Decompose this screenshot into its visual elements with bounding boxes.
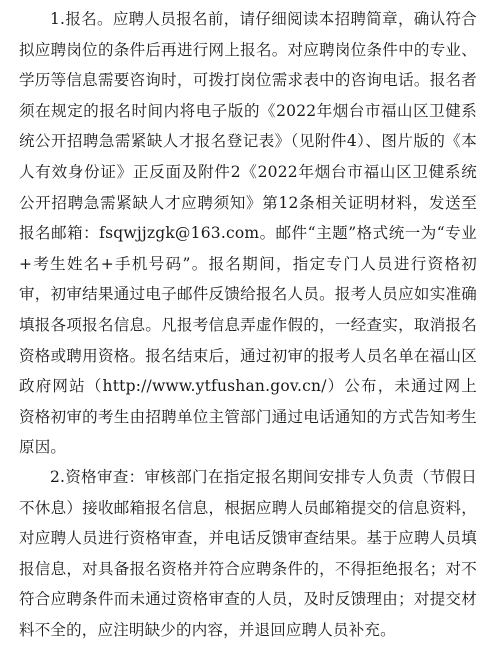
paragraph-qualification-review: 2.资格审查：审核部门在指定报名期间安排专人负责（节假日不休息）接收邮箱报名信息，根据应聘人员邮箱提交的信息资料，对应聘人员进行资格审查，并电话反馈审查结果。基于应聘人员填报信息，对具备报名资格并符合应聘条件的，不得拒绝报名；对不符合应聘条件而未通过资格审查的人员，及时反馈理由；对提交材料不全的，应注明缺少的内容，并退回应聘人员补充。 — [19, 468, 477, 639]
paragraph-registration: 1.报名。应聘人员报名前，请仔细阅读本招聘简章，确认符合拟应聘岗位的条件后再进行网上报名。对应聘岗位条件中的专业、学历等信息需要咨询时，可拨打岗位需求表中的咨询电话。报名者须在规定的报名时间内将电子版的《2022年烟台市福山区卫健系统公开招聘急需紧缺人才报名登记表》（见附件4）、图片版的《本人有效身份证》正反面及附件2《2022年烟台市福山区卫健系统公开招聘急需紧缺人才应聘须知》第12条相关证明材料，发送至报名邮箱：fsqwjjzgk@163.com。邮件“主题”格式统一为“专业+考生姓名+手机号码”。报名期间，指定专门人员进行资格初审，初审结果通过电子邮件反馈给报名人员。报考人员应如实准确填报各项报名信息。凡报考信息弄虚作假的，一经查实，取消报名资格或聘用资格。报名结束后，通过初审的报考人员名单在福山区政府网站（http://www.ytfushan.gov.cn/）公布，未通过网上资格初审的考生由招聘单位主管部门通过电话通知的方式告知考生原因。 — [19, 10, 477, 457]
